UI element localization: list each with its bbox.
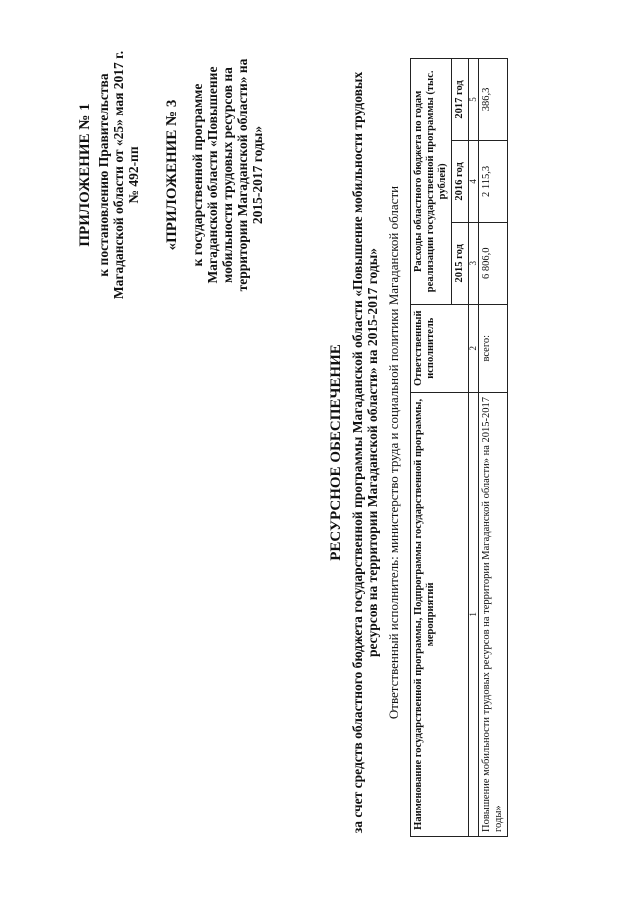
table-header-row <box>411 59 452 837</box>
column-header-name: Наименование государственной программы, Подпрограммы государственной программы, мероприятий <box>411 392 469 836</box>
column-header-year-2016: 2016 год <box>452 140 469 222</box>
program-name-cell: Повышение мобильности трудовых ресурсов на территории Магаданской области» на 2015-2017 годы» <box>479 392 508 836</box>
column-number: 3 <box>469 222 479 304</box>
column-number: 4 <box>469 140 479 222</box>
document-heading: РЕСУРСНОЕ ОБЕСПЕЧЕНИЕ <box>328 344 344 561</box>
budget-table <box>410 58 508 837</box>
column-number: 1 <box>469 392 479 836</box>
column-number: 5 <box>469 59 479 141</box>
executor-cell: всего: <box>479 304 508 392</box>
column-number: 2 <box>469 304 479 392</box>
annex-1-reference: к постановлению Правительства Магаданской области от «25» мая 2017 г. № 492-пп <box>96 50 141 300</box>
value-2016-cell: 2 115,3 <box>479 140 508 222</box>
column-header-year-2017: 2017 год <box>452 59 469 141</box>
annex-1-title: ПРИЛОЖЕНИЕ № 1 <box>77 103 93 247</box>
value-2015-cell: 6 806,0 <box>479 222 508 304</box>
document-subheading: за счет средств областного бюджета государственной программы Магаданской области «Повышение мобильности трудовых ресурсов на территории Магаданской области» на 2015-2017 годы» <box>350 71 380 834</box>
annex-3-title: «ПРИЛОЖЕНИЕ № 3 <box>164 99 180 251</box>
column-header-expenses: Расходы областного бюджета по годам реализации государственной программы (тыс. рублей) <box>411 59 452 305</box>
column-header-executor: Ответственный исполнитель <box>411 304 469 392</box>
column-header-year-2015: 2015 год <box>452 222 469 304</box>
column-number-row <box>469 59 479 837</box>
value-2017-cell: 386,3 <box>479 59 508 141</box>
annex-3-reference: к государственной программе Магаданской области «Повышение мобильности трудовых ресурсов на территории Магаданской области» на 2015-2017 годы» <box>190 58 265 292</box>
table-row <box>479 59 508 837</box>
responsible-executor-line: Ответственный исполнитель: министерство труда и социальной политики Магаданской области <box>386 185 401 720</box>
